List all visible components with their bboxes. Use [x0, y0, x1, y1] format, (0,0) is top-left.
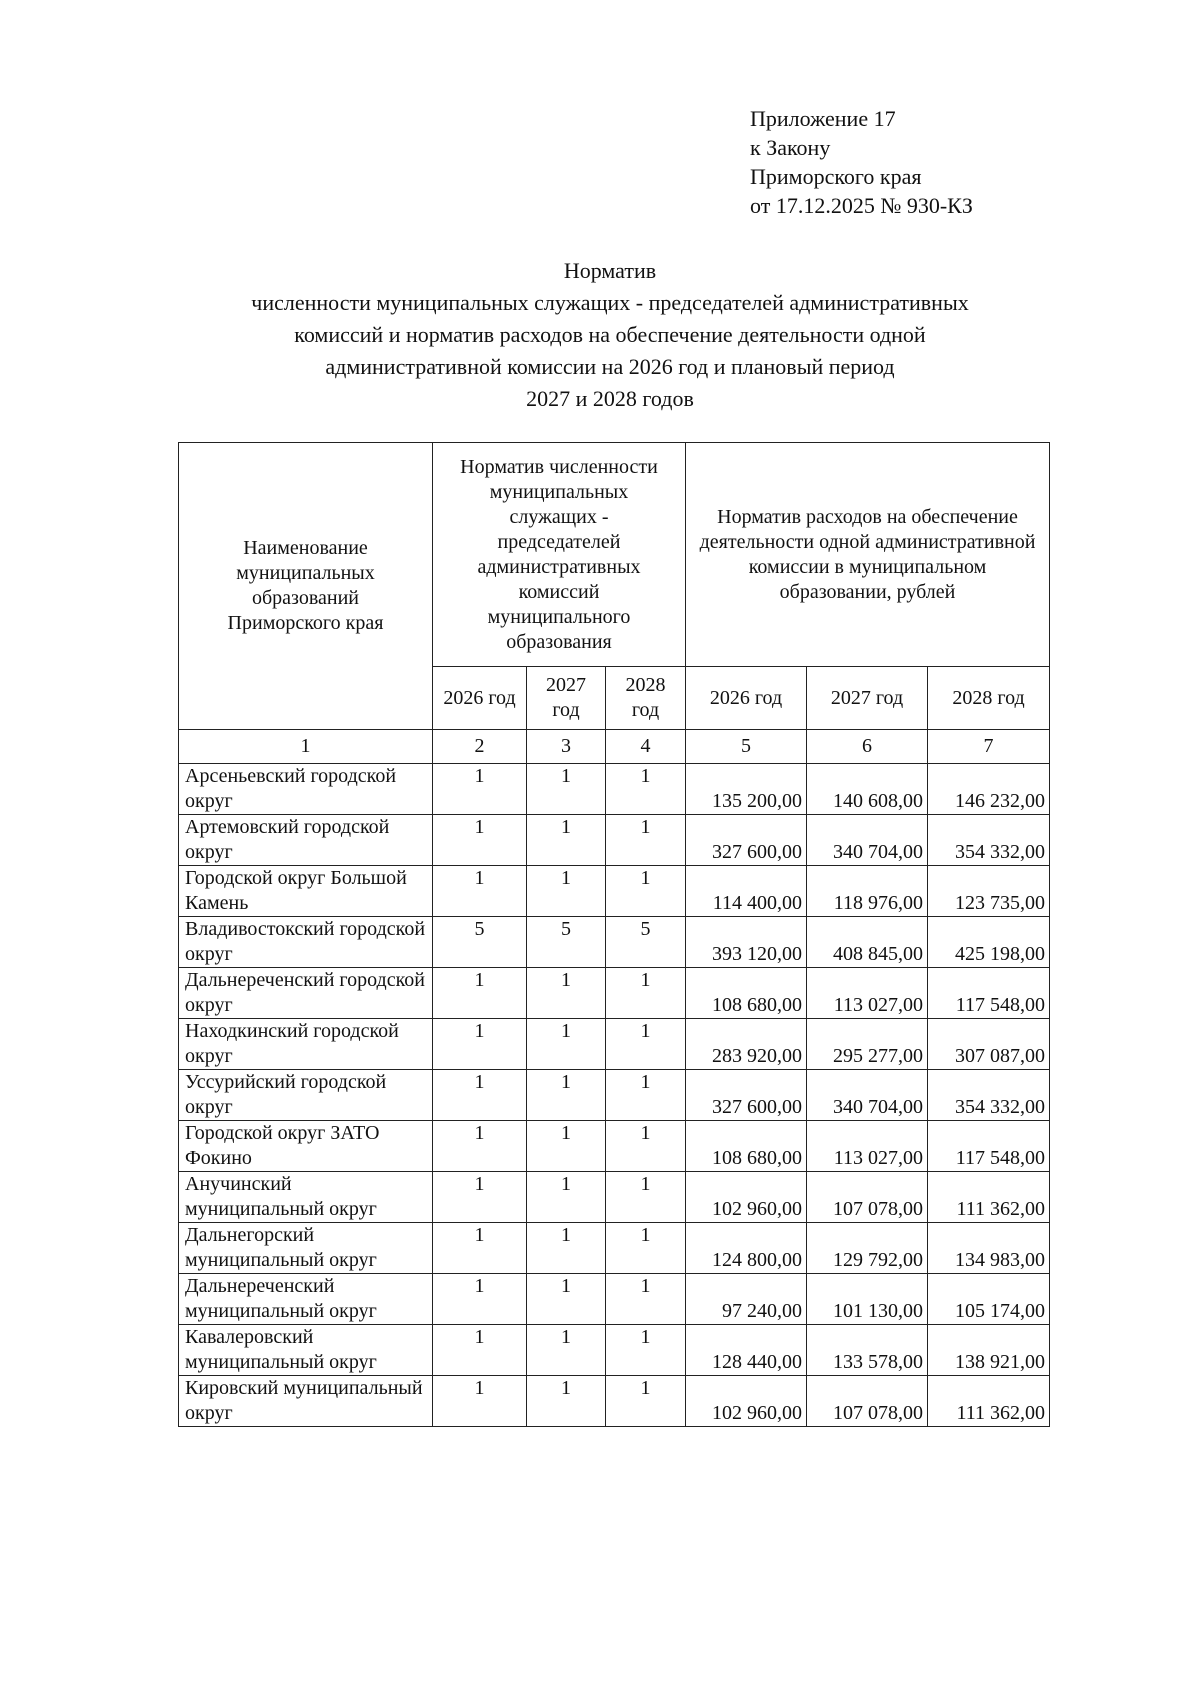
appendix-line: от 17.12.2025 № 930-КЗ — [750, 193, 973, 218]
cost-2027: 113 027,00 — [807, 968, 928, 1019]
staff-2027: 1 — [527, 764, 606, 815]
cost-2027: 340 704,00 — [807, 1070, 928, 1121]
table-row — [179, 917, 1050, 968]
column-number: 5 — [686, 730, 807, 764]
staff-2026: 1 — [433, 1172, 527, 1223]
cost-2026: 327 600,00 — [686, 815, 807, 866]
header-year: 2027 год — [527, 667, 606, 730]
staff-2027: 5 — [527, 917, 606, 968]
staff-2026: 1 — [433, 1019, 527, 1070]
cost-2026: 327 600,00 — [686, 1070, 807, 1121]
table-row — [179, 968, 1050, 1019]
staff-2026: 1 — [433, 1070, 527, 1121]
cost-2026: 102 960,00 — [686, 1376, 807, 1427]
header-year: 2026 год — [433, 667, 527, 730]
column-number: 2 — [433, 730, 527, 764]
cost-2028: 425 198,00 — [928, 917, 1050, 968]
table-row — [179, 1070, 1050, 1121]
staff-2028: 1 — [606, 815, 686, 866]
table-row — [179, 1172, 1050, 1223]
municipality-name: Анучинский муниципальный округ — [179, 1172, 433, 1223]
staff-2027: 1 — [527, 1325, 606, 1376]
staff-2027: 1 — [527, 1223, 606, 1274]
staff-2026: 1 — [433, 866, 527, 917]
municipality-name: Арсеньевский городской округ — [179, 764, 433, 815]
column-number: 3 — [527, 730, 606, 764]
staff-2027: 1 — [527, 1121, 606, 1172]
title-line: Норматив — [563, 258, 657, 283]
table-row — [179, 1274, 1050, 1325]
appendix-line: Приморского края — [750, 164, 922, 189]
cost-2028: 146 232,00 — [928, 764, 1050, 815]
cost-2028: 134 983,00 — [928, 1223, 1050, 1274]
cost-2026: 108 680,00 — [686, 1121, 807, 1172]
municipality-name: Кировский муниципальный округ — [179, 1376, 433, 1427]
header-year: 2028 год — [928, 667, 1050, 730]
title-line: численности муниципальных служащих - председателей административных — [251, 290, 969, 315]
cost-2026: 124 800,00 — [686, 1223, 807, 1274]
table-row — [179, 1223, 1050, 1274]
municipality-name: Городской округ ЗАТО Фокино — [179, 1121, 433, 1172]
cost-2027: 129 792,00 — [807, 1223, 928, 1274]
staff-2028: 1 — [606, 1325, 686, 1376]
column-number: 7 — [928, 730, 1050, 764]
appendix-line: Приложение 17 — [750, 106, 896, 131]
staff-2028: 1 — [606, 1274, 686, 1325]
staff-2028: 1 — [606, 1376, 686, 1427]
municipality-name: Артемовский городской округ — [179, 815, 433, 866]
staff-2026: 1 — [433, 1121, 527, 1172]
cost-2026: 283 920,00 — [686, 1019, 807, 1070]
cost-2028: 354 332,00 — [928, 815, 1050, 866]
staff-2027: 1 — [527, 1172, 606, 1223]
staff-2026: 1 — [433, 1274, 527, 1325]
cost-2028: 138 921,00 — [928, 1325, 1050, 1376]
staff-2026: 1 — [433, 815, 527, 866]
staff-2028: 1 — [606, 1070, 686, 1121]
appendix-line: к Закону — [750, 135, 831, 160]
cost-2028: 354 332,00 — [928, 1070, 1050, 1121]
table-row — [179, 1121, 1050, 1172]
cost-2027: 118 976,00 — [807, 866, 928, 917]
cost-2026: 102 960,00 — [686, 1172, 807, 1223]
staff-2028: 1 — [606, 764, 686, 815]
staff-2028: 1 — [606, 866, 686, 917]
staff-2027: 1 — [527, 815, 606, 866]
staff-2028: 1 — [606, 1019, 686, 1070]
staff-2028: 1 — [606, 1172, 686, 1223]
staff-2027: 1 — [527, 1376, 606, 1427]
staff-2027: 1 — [527, 866, 606, 917]
staff-2026: 5 — [433, 917, 527, 968]
municipality-name: Дальнегорский муниципальный округ — [179, 1223, 433, 1274]
municipality-name: Владивостокский городской округ — [179, 917, 433, 968]
staff-2028: 1 — [606, 1223, 686, 1274]
header-staff-norm: Норматив численности муниципальных служащих - председателей административных комиссий муниципального образования — [433, 443, 686, 667]
cost-2027: 107 078,00 — [807, 1172, 928, 1223]
header-municipality: Наименование муниципальных образований Приморского края — [179, 443, 433, 730]
header-year: 2028 год — [606, 667, 686, 730]
cost-2028: 117 548,00 — [928, 1121, 1050, 1172]
table-row — [179, 815, 1050, 866]
cost-2026: 114 400,00 — [686, 866, 807, 917]
staff-2028: 5 — [606, 917, 686, 968]
staff-2027: 1 — [527, 1019, 606, 1070]
staff-2027: 1 — [527, 1274, 606, 1325]
header-cost-norm: Норматив расходов на обеспечение деятельности одной административной комиссии в муниципальном образовании, рублей — [686, 443, 1050, 667]
cost-2027: 140 608,00 — [807, 764, 928, 815]
municipality-name: Уссурийский городской округ — [179, 1070, 433, 1121]
cost-2028: 105 174,00 — [928, 1274, 1050, 1325]
column-number: 6 — [807, 730, 928, 764]
title-line: административной комиссии на 2026 год и плановый период — [325, 354, 895, 379]
cost-2026: 135 200,00 — [686, 764, 807, 815]
staff-2026: 1 — [433, 1223, 527, 1274]
cost-2028: 111 362,00 — [928, 1376, 1050, 1427]
cost-2027: 101 130,00 — [807, 1274, 928, 1325]
cost-2026: 128 440,00 — [686, 1325, 807, 1376]
title-line: комиссий и норматив расходов на обеспечение деятельности одной — [294, 322, 926, 347]
cost-2027: 113 027,00 — [807, 1121, 928, 1172]
cost-2028: 111 362,00 — [928, 1172, 1050, 1223]
staff-2026: 1 — [433, 1376, 527, 1427]
cost-2026: 108 680,00 — [686, 968, 807, 1019]
staff-2026: 1 — [433, 1325, 527, 1376]
cost-2027: 295 277,00 — [807, 1019, 928, 1070]
cost-2028: 123 735,00 — [928, 866, 1050, 917]
staff-2028: 1 — [606, 1121, 686, 1172]
cost-2028: 307 087,00 — [928, 1019, 1050, 1070]
column-number: 4 — [606, 730, 686, 764]
table-row — [179, 866, 1050, 917]
staff-2028: 1 — [606, 968, 686, 1019]
column-number: 1 — [179, 730, 433, 764]
municipality-name: Городской округ Большой Камень — [179, 866, 433, 917]
table-row — [179, 1376, 1050, 1427]
table-row — [179, 1019, 1050, 1070]
cost-2027: 133 578,00 — [807, 1325, 928, 1376]
staff-2027: 1 — [527, 1070, 606, 1121]
document-title — [150, 255, 1070, 415]
cost-2028: 117 548,00 — [928, 968, 1050, 1019]
municipality-name: Дальнереченский муниципальный округ — [179, 1274, 433, 1325]
staff-2027: 1 — [527, 968, 606, 1019]
norms-table — [178, 442, 1050, 1427]
header-year: 2027 год — [807, 667, 928, 730]
staff-2026: 1 — [433, 968, 527, 1019]
table-row — [179, 764, 1050, 815]
municipality-name: Находкинский городской округ — [179, 1019, 433, 1070]
municipality-name: Кавалеровский муниципальный округ — [179, 1325, 433, 1376]
cost-2027: 340 704,00 — [807, 815, 928, 866]
title-line: 2027 и 2028 годов — [526, 386, 694, 411]
cost-2027: 408 845,00 — [807, 917, 928, 968]
header-year: 2026 год — [686, 667, 807, 730]
cost-2026: 97 240,00 — [686, 1274, 807, 1325]
cost-2026: 393 120,00 — [686, 917, 807, 968]
appendix-reference — [750, 104, 973, 220]
cost-2027: 107 078,00 — [807, 1376, 928, 1427]
staff-2026: 1 — [433, 764, 527, 815]
table-row — [179, 1325, 1050, 1376]
municipality-name: Дальнереченский городской округ — [179, 968, 433, 1019]
